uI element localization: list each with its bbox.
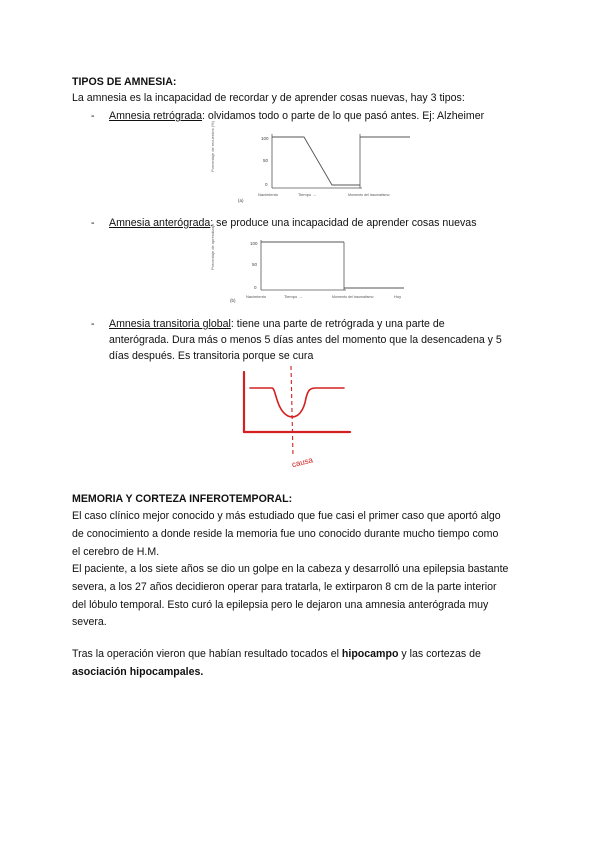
term-asociacion-hipocampales: asociación hipocampales. — [72, 666, 204, 678]
retro-x-mid: Tiempo → — [298, 192, 317, 197]
paragraph-2-line-3: del lóbulo temporal. Esto curó la epilepsia pero le dejaron una amnesia anterógrada muy — [72, 599, 489, 611]
list-item-transitoria — [109, 316, 445, 332]
paragraph-3-line-1 — [72, 646, 481, 662]
antero-x-mid: Tiempo → — [284, 294, 303, 299]
p3-mid: y las cortezas de — [398, 648, 481, 660]
def-retrograda: : olvidamos todo o parte de lo que pasó antes. Ej: Alzheimer — [202, 110, 485, 122]
list-item-transitoria-line2: anterógrada. Dura más o menos 5 días antes del momento que la desencadena y 5 — [109, 334, 502, 346]
paragraph-2-line-1: El paciente, a los siete años se dio un golpe en la cabeza y desarrolló una epilepsia bastante — [72, 563, 509, 575]
section-heading-memoria: MEMORIA Y CORTEZA INFEROTEMPORAL: — [72, 493, 293, 505]
antero-y50: 50 — [252, 262, 258, 267]
anterograde-amnesia-figure — [210, 223, 408, 306]
retro-y50: 50 — [263, 158, 269, 163]
antero-x-right: Hoy — [394, 294, 402, 299]
paragraph-2-line-4: severa. — [72, 616, 107, 628]
antero-y100: 100 — [250, 241, 258, 246]
antero-x-event: Momento del traumatismo — [332, 295, 374, 299]
term-retrograda: Amnesia retrógrada — [109, 110, 203, 122]
antero-y0: 0 — [254, 285, 257, 290]
antero-x-left: Nacimiento — [246, 294, 267, 299]
event-dashed-line — [291, 366, 293, 456]
paragraph-2-line-2: severa, a los 27 años decidieron operar para tratarla, le extirparon 8 cm de la parte interior — [72, 581, 497, 593]
retro-x-event: Momento del traumatismo — [348, 193, 390, 197]
memory-dip-curve — [250, 388, 344, 417]
def-anterograda: : se produce una incapacidad de aprender cosas nuevas — [210, 217, 477, 229]
retro-y100: 100 — [261, 136, 269, 141]
retro-y0: 0 — [265, 182, 268, 187]
retro-ylabel: Porcentaje de recuerdos (%) — [210, 121, 215, 172]
bullet-dash: - — [91, 110, 95, 122]
bullet-dash: - — [91, 318, 95, 330]
def-transitoria: : tiene una parte de retrógrada y una parte de — [230, 318, 445, 330]
term-transitoria: Amnesia transitoria global — [109, 318, 231, 330]
section-heading-tipos: TIPOS DE AMNESIA: — [72, 76, 177, 88]
intro-paragraph: La amnesia es la incapacidad de recordar y de aprender cosas nuevas, hay 3 tipos: — [72, 92, 465, 104]
antero-ylabel: Porcentaje de aprendizaje — [210, 223, 215, 270]
list-item-retrograda — [109, 108, 484, 124]
paragraph-1-line-3: el cerebro de H.M. — [72, 546, 160, 558]
retro-x-left: Nacimiento — [258, 192, 279, 197]
antero-panel-label: (b) — [230, 298, 236, 303]
paragraph-1-line-1: El caso clínico mejor conocido y más estudiado que fue casi el primer caso que aportó algo — [72, 510, 501, 522]
term-hipocampo: hipocampo — [341, 648, 399, 660]
bullet-dash: - — [91, 217, 95, 229]
transient-amnesia-sketch — [236, 364, 356, 474]
sketch-annotation: causa — [290, 455, 314, 470]
retrograde-amnesia-figure — [210, 121, 436, 208]
list-item-anterograda — [109, 215, 477, 231]
term-anterograda: Amnesia anterógrada — [109, 217, 211, 229]
retro-curve — [272, 137, 360, 185]
p3-start: Tras la operación vieron que habían resultado tocados el — [72, 648, 342, 660]
paragraph-1-line-2: de conocimiento a donde reside la memoria fue uno conocido durante mucho tiempo como — [72, 528, 499, 540]
list-item-transitoria-line3: días después. Es transitoria porque se cura — [109, 350, 314, 362]
retro-panel-label: (a) — [238, 198, 244, 203]
